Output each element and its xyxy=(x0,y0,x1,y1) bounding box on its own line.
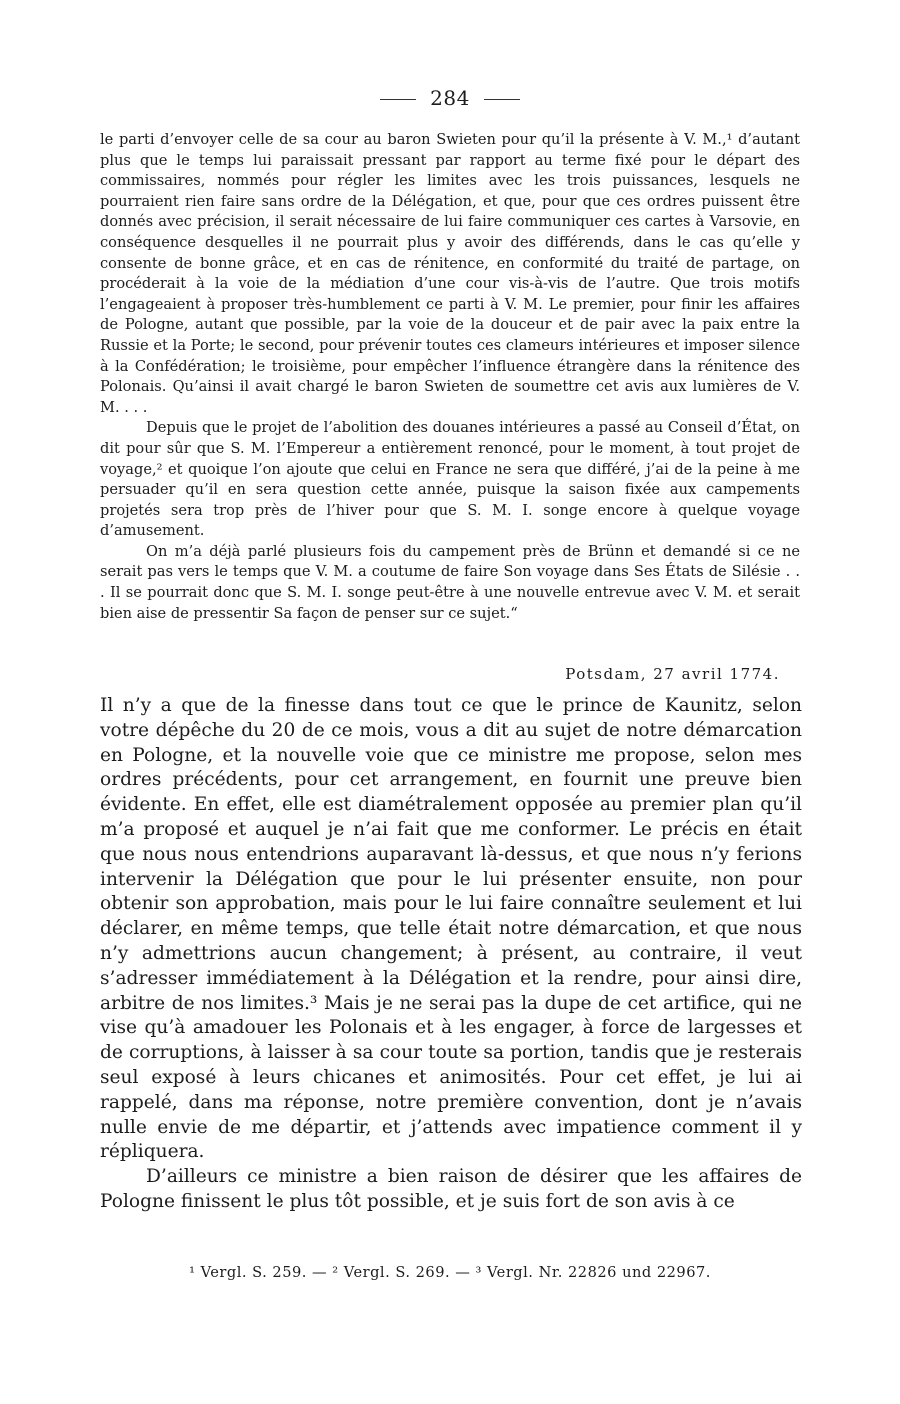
letter-body xyxy=(100,694,802,1215)
quoted-paragraph-1: le parti d’envoyer celle de sa cour au baron Swieten pour qu’il la présente à V. M.,¹ d’autant plus que le temps lui paraissait pressant par rapport au terme fixé pour le départ des commissaires, nommés pour régler les limites avec les trois puissances, lesquels ne pourraient rien faire sans ordre de la Délégation, et que, pour que ces ordres puissent être donnés avec précision, il serait nécessaire de lui faire communiquer ces cartes à Varsovie, en conséquence desquelles il ne pourrait plus y avoir des différends, dans le cas qu’elle y consente de bonne grâce, et en cas de rénitence, en conformité du traité de partage, on procéderait à la voie de la médiation d’une cour vis-à-vis de l’autre. Que trois motifs l’engageaient à proposer très-humblement ce parti à V. M. Le premier, pour finir les affaires de Pologne, autant que possible, par la voie de la douceur et de pair avec la paix entre la Russie et la Porte; le second, pour prévenir toutes ces clameurs intérieures et imposer silence à la Confédération; le troisième, pour empêcher l’influence étrangère dans la rénitence des Polonais. Qu’ainsi il avait chargé le baron Swieten de soumettre cet avis aux lumières de V. M. . . . xyxy=(100,131,800,416)
dateline: Potsdam, 27 avril 1774. xyxy=(565,665,780,683)
quoted-paragraph-3: On m’a déjà parlé plusieurs fois du campement près de Brünn et demandé si ce ne serait pas vers le temps que V. M. a coutume de faire Son voyage dans Ses États de Silésie . . . Il se pourrait donc que S. M. I. songe peut-être à une nouvelle entrevue avec V. M. et serait bien aise de pressentir Sa façon de penser sur ce sujet.“ xyxy=(100,542,800,622)
quoted-paragraph-2: Depuis que le projet de l’abolition des douanes intérieures a passé au Conseil d’État, on dit pour sûr que S. M. l’Empereur a entièrement renoncé, pour le moment, à tout projet de voyage,² et quoique l’on ajoute que celui en France ne sera que différé, j’ai de la peine à me persuader qu’il en sera question cette année, puisque la saison fixée aux campements projetés sera trop près de l’hiver pour que S. M. I. songe encore à quelque voyage d’amusement. xyxy=(100,419,800,540)
letter-paragraph-1: Il n’y a que de la finesse dans tout ce que le prince de Kaunitz, selon votre dépêche du 20 de ce mois, vous a dit au sujet de notre démarcation en Pologne, et la nouvelle voie que ce ministre me propose, selon mes ordres précédents, pour cet arrangement, en fournit une preuve bien évidente. En effet, elle est diamétralement opposée au premier plan qu’il m’a proposé et auquel je n’ai fait que me conformer. Le précis en était que nous nous entendrions auparavant là-dessus, et que nous n’y ferions intervenir la Délégation que pour le lui présenter ensuite, non pour obtenir son approbation, mais pour le lui faire connaître seulement et lui déclarer, en même temps, que telle était notre démarcation, et que nous n’y admettrions aucun changement; à présent, au contraire, il veut s’adresser immédiatement à la Délégation et la rendre, pour ainsi dire, arbitre de nos limites.³ Mais je ne serai pas la dupe de cet artifice, qui ne vise qu’à amadouer les Polonais et à les engager, à force de largesses et de corruptions, à laisser à sa cour toute sa portion, tandis que je resterais seul exposé à leurs chicanes et animosités. Pour cet effet, je lui ai rappelé, dans ma réponse, notre première convention, dont je n’avais nulle envie de me départir, et j’attends avec impatience comment il y répliquera. xyxy=(100,695,802,1163)
letter-paragraph-2: D’ailleurs ce ministre a bien raison de désirer que les affaires de Pologne finissent le plus tôt possible, et je suis fort de son avis à ce xyxy=(100,1166,802,1212)
page-header xyxy=(0,86,900,110)
header-rule-left xyxy=(380,99,416,100)
quoted-report xyxy=(100,130,800,624)
footnotes: ¹ Vergl. S. 259. — ² Vergl. S. 269. — ³ Vergl. Nr. 22826 und 22967. xyxy=(189,1264,711,1281)
page-number: 284 xyxy=(430,86,470,110)
header-rule-right xyxy=(484,99,520,100)
